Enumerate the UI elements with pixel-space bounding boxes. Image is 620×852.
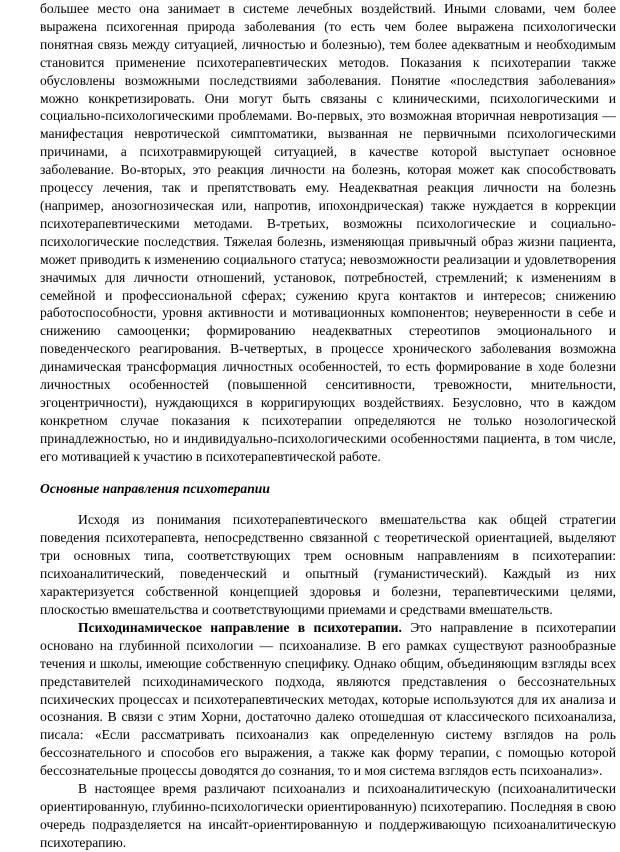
paragraph-psychodynamic-body: Это направление в психотерапии основано на глубинной психологии — психоанализе. В его рамках существуют разнообразные течения и школы, имеющие собственную специфику. Однако общим, объединяющим взгляды всех представителей психодинамического подхода, являются представления о бессознательных психических процессах и психотерапевтических методах, которые используются для их анализа и осознания. В связи с этим Хорни, достаточно далеко отошедшая от классического психоанализа, писала: «Если рассматривать психоанализ как определенную систему взглядов на роль бессознательного и способов его выражения, а также как форму терапии, с помощью которой бессознательные процессы доводятся до сознания, то и моя система взглядов есть психоанализ». xyxy=(40,619,616,779)
paragraph-lead-term: Психодинамическое направление в психотерапии. xyxy=(78,619,402,635)
section-heading: Основные направления психотерапии xyxy=(40,480,270,496)
paragraph-three-types: Исходя из понимания психотерапевтического вмешательства как общей стратегии поведения психотерапевта, непосредственно связанной с теоретической ориентацией, выделяют три основных типа, соответствующих трем основным направлениям в психотерапии: психоаналитический, поведенческий и опытный (гуманистический). Каждый из них характеризуется собственной концепцией здоровья и болезни, терапевтическими целями, плоскостью вмешательства и соответствующими приемами и средствами вмешательств. xyxy=(40,512,616,617)
paragraph-indications-consequences: большее место она занимает в системе лечебных воздействий. Иными словами, чем более выражена психогенная природа заболевания (то есть чем более выражена психологически понятная связь между ситуацией, личностью и болезнью), тем более адекватным и необходимым становится применение психотерапевтических методов. Показания к психотерапии также обусловлены возможными последствиями заболевания. Понятие «последствия заболевания» можно конкретизировать. Они могут быть связаны с клиническими, психологическими и социально-психологическими проблемами. Во-первых, это возможная вторичная невротизация — манифестация невротической симптоматики, вызванная не первичными психологическими причинами, а психотравмирующей ситуацией, в качестве которой выступает основное заболевание. Во-вторых, это реакция личности на болезнь, которая может как способствовать процессу лечения, так и препятствовать ему. Неадекватная реакция личности на болезнь (например, анозогнозическая или, напротив, ипохондрическая) также нуждается в коррекции психотерапевтическими методами. В-третьих, возможны психологические и социально-психологические последствия. Тяжелая болезнь, изменяющая привычный образ жизни пациента, может приводить к изменению социального статуса; невозможности реализации и удовлетворения значимых для личности отношений, установок, потребностей, стремлений; к изменениям в семейной и профессиональной сферах; сужению круга контактов и интересов; снижению работоспособности, уровня активности и мотивационных компонентов; неуверенности в себе и снижению самооценки; формированию неадекватных стереотипов эмоционального и поведенческого реагирования. В-четвертых, в процессе хронического заболевания возможна динамическая трансформация личностных особенностей, то есть формирование в ходе болезни личностных особенностей (повышенной сенситивности, тревожности, мнительности, эгоцентричности), нуждающихся в корригирующих воздействиях. Безусловно, что в каждом конкретном случае показания к психотерапии определяются не только нозологической принадлежностью, но и индивидуально-психологическими особенностями пациента, в том числе, его мотивацией к участию в психотерапевтической работе. xyxy=(40,1,616,464)
paragraph-current-distinction: В настоящее время различают психоанализ и психоаналитическую (психоаналитически ориентированную, глубинно-психологически ориентированную) психотерапию. Последняя в свою очередь подразделяется на инсайт-ориентированную и поддерживающую психоаналитическую психотерапию. xyxy=(40,781,616,850)
paragraph-psychodynamic xyxy=(40,619,616,780)
